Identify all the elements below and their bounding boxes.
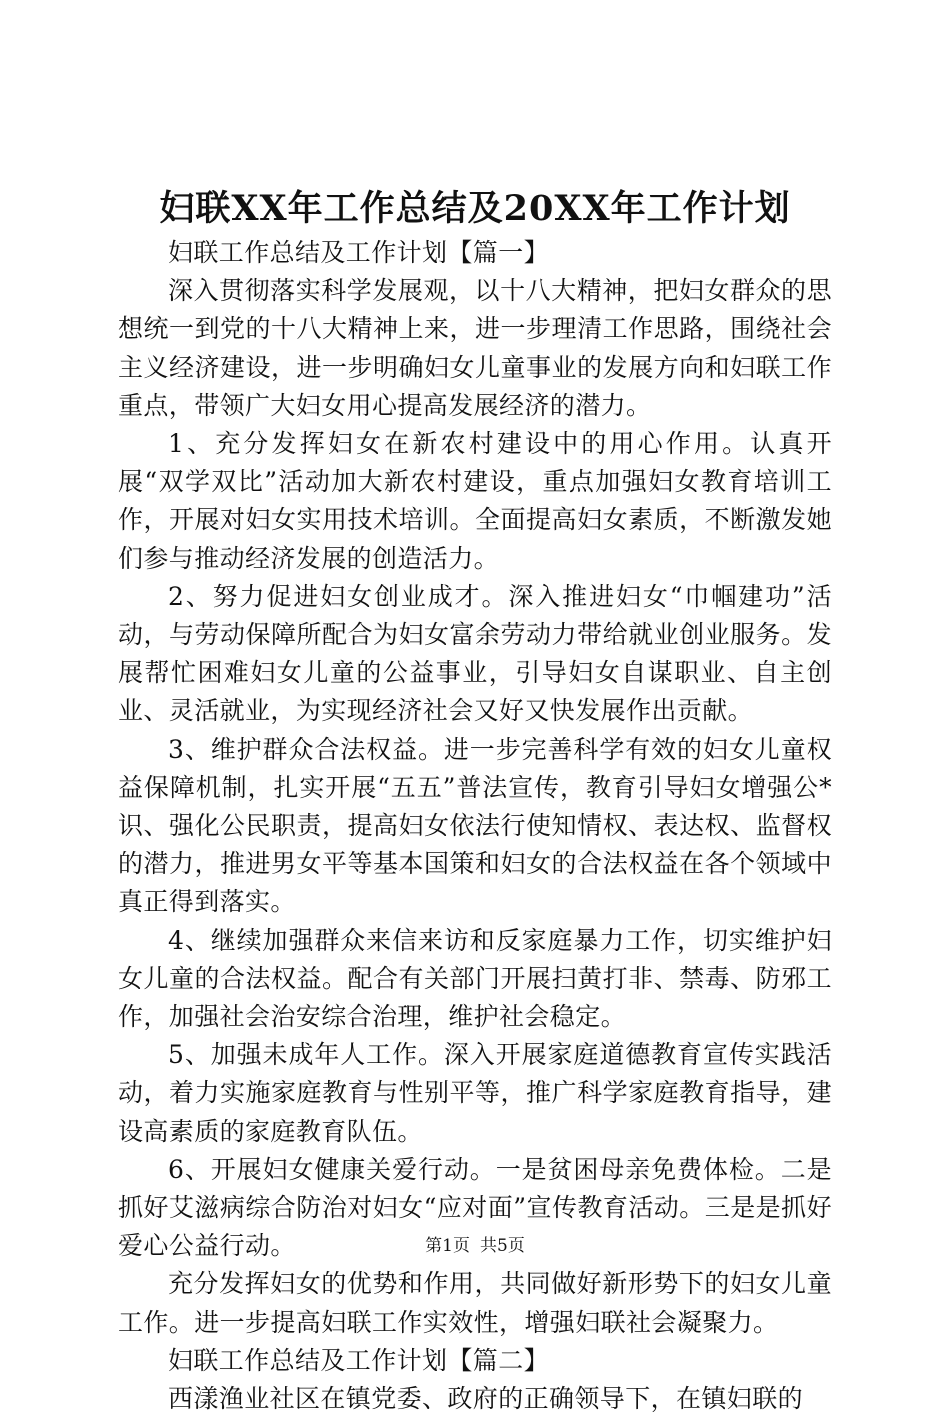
paragraph-conclusion: 充分发挥妇女的优势和作用，共同做好新形势下的妇女儿童工作。进一步提高妇联工作实效性，增强妇联社会凝聚力。: [118, 1269, 832, 1337]
section-heading-1: 妇联工作总结及工作计划【篇一】: [168, 238, 550, 267]
paragraph-item-1: 1、充分发挥妇女在新农村建设中的用心作用。认真开展“双学双比”活动加大新农村建设，重点加强妇女教育培训工作，开展对妇女实用技术培训。全面提高妇女素质，不断激发她们参与推动经济发展的创造活力。: [118, 429, 832, 573]
paragraph-item-5: 5、加强未成年人工作。深入开展家庭道德教育宣传实践活动，着力实施家庭教育与性别平等，推广科学家庭教育指导，建设高素质的家庭教育队伍。: [118, 1040, 832, 1146]
paragraph-item-4: 4、继续加强群众来信来访和反家庭暴力工作，切实维护妇女儿童的合法权益。配合有关部门开展扫黄打非、禁毒、防邪工作，加强社会治安综合治理，维护社会稳定。: [118, 925, 832, 1032]
paragraph-item-2: 2、努力促进妇女创业成才。深入推进妇女“巾帼建功”活动，与劳动保障所配合为妇女富余劳动力带给就业创业服务。发展帮忙困难妇女儿童的公益事业，引导妇女自谋职业、自主创业、灵活就业，为实现经济社会又好又快发展作出贡献。: [118, 581, 832, 726]
page-total: 共5页: [480, 1236, 525, 1256]
paragraph-item-3: 3、维护群众合法权益。进一步完善科学有效的妇女儿童权益保障机制，扎实开展“五五”普法宣传，教育引导妇女增强公*识、强化公民职责，提高妇女依法行使知情权、表达权、监督权的潜力，推进男女平等基本国策和妇女的合法权益在各个领域中真正得到落实。: [118, 734, 832, 917]
paragraph-item-6: 6、开展妇女健康关爱行动。一是贫困母亲免费体检。二是抓好艾滋病综合防治对妇女“应对面”宣传教育活动。三是是抓好爱心公益行动。: [118, 1154, 832, 1261]
page-footer: [0, 1234, 950, 1258]
document-title: 妇联XX年工作总结及20XX年工作计划: [159, 188, 791, 229]
paragraph-section-2-start: 西漾渔业社区在镇党委、政府的正确领导下，在镇妇联的: [168, 1384, 804, 1414]
section-heading-2: 妇联工作总结及工作计划【篇二】: [168, 1345, 550, 1375]
paragraph-intro: 深入贯彻落实科学发展观，以十八大精神，把妇女群众的思想统一到党的十八大精神上来，进一步理清工作思路，围绕社会主义经济建设，进一步明确妇女儿童事业的发展方向和妇联工作重点，带领广大妇女用心提高发展经济的潜力。: [118, 276, 832, 420]
page-number: 第1页: [425, 1236, 470, 1256]
